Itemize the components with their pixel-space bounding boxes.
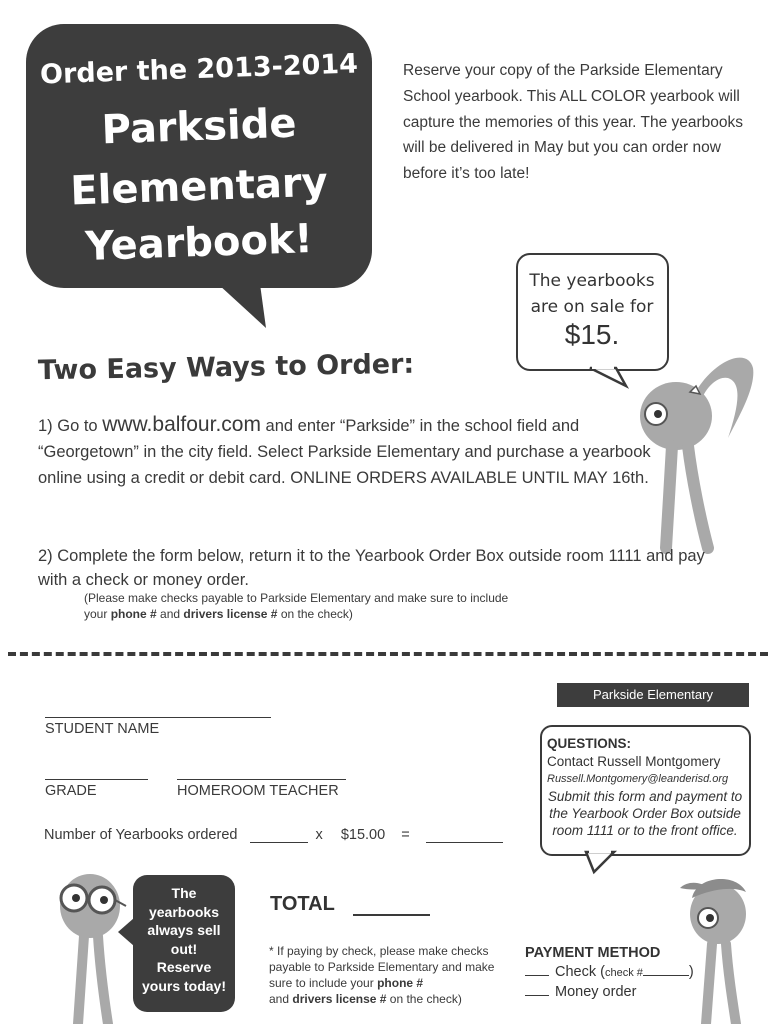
price-line-2: are on sale for: [530, 297, 654, 317]
sellout-line-4: out!: [170, 940, 198, 957]
check-checkbox[interactable]: [525, 964, 549, 976]
questions-contact: Contact Russell Montgomery: [547, 754, 721, 769]
total-label: TOTAL: [270, 893, 335, 915]
total-field[interactable]: [353, 914, 430, 916]
grade-field[interactable]: [45, 779, 148, 780]
check-note-before: * If paying by check, please make checks payable to Parkside Elementary and make sure to include your: [269, 944, 495, 990]
price-line-1: The yearbooks: [529, 271, 655, 291]
payment-method-heading: PAYMENT METHOD: [525, 945, 661, 961]
sellout-line-6: yours today!: [141, 977, 226, 994]
check-note-after: on the check): [389, 992, 462, 1006]
step-2-note-license: drivers license #: [183, 607, 278, 621]
check-number-label: check #: [604, 967, 643, 979]
step-2-note-before: (Please make checks payable to Parkside Elementary and make sure to include your: [84, 591, 509, 621]
unit-price: $15.00: [340, 827, 386, 843]
ways-to-order-heading: Two Easy Ways to Order:: [37, 348, 415, 387]
money-order-label: Money order: [555, 984, 637, 1000]
step-2-note-after: on the check): [280, 607, 353, 621]
count-field[interactable]: [250, 829, 308, 843]
school-badge: Parkside Elementary: [557, 683, 749, 707]
questions-email[interactable]: Russell.Montgomery@leanderisd.org: [547, 773, 729, 785]
check-note-phone: phone #: [377, 976, 424, 990]
intro-paragraph: Reserve your copy of the Parkside Elementary School yearbook. This ALL COLOR yearbook will capture the memories of this year. The yearbooks will be delivered in May but you can order now before it’s too late!: [403, 62, 744, 183]
money-order-checkbox[interactable]: [525, 984, 549, 996]
title-line-1: Order the 2013-2014: [39, 48, 359, 91]
count-label: Number of Yearbooks ordered: [44, 827, 238, 843]
step-2-note: [84, 590, 524, 622]
subtotal-field[interactable]: [426, 829, 503, 843]
cut-line-divider: [8, 652, 768, 656]
sellout-line-5: Reserve: [156, 959, 212, 976]
balfour-link[interactable]: www.balfour.com: [102, 413, 261, 436]
price-bubble-tail: [590, 368, 630, 388]
step-1-paragraph: [38, 412, 678, 491]
questions-note: Submit this form and payment to the Yearbook Order Box outside room 1111 or to the front office.: [547, 789, 743, 838]
title-line-2: Parkside: [100, 100, 298, 154]
title-line-4: Yearbook!: [84, 216, 314, 270]
step-2-paragraph: 2) Complete the form below, return it to the Yearbook Order Box outside room 1111 and pay with a check or money order.: [38, 547, 705, 589]
price-amount: $15.: [564, 319, 620, 350]
questions-bubble-tail: [586, 852, 626, 874]
sellout-speech-bubble: [133, 875, 235, 1012]
times-sign: x: [315, 827, 323, 843]
homeroom-teacher-field[interactable]: [177, 779, 346, 780]
sellout-line-1: The: [171, 885, 197, 901]
step-2-note-phone: phone #: [110, 607, 157, 621]
check-note-license: drivers license #: [292, 992, 387, 1006]
yearbook-count-row: [44, 827, 503, 843]
questions-title: QUESTIONS:: [547, 736, 632, 751]
cap-character-icon: [678, 868, 758, 1024]
title-bubble-tail: [218, 284, 270, 330]
step-2-note-and: and: [160, 607, 181, 621]
check-label: Check (: [555, 964, 605, 980]
title-line-3: Elementary: [69, 159, 329, 215]
check-close-paren: ): [688, 964, 694, 980]
questions-speech-bubble: [540, 725, 751, 856]
payment-check-row: [525, 964, 694, 980]
equals-sign: =: [401, 827, 410, 843]
payment-money-order-row: [525, 984, 636, 1000]
student-name-label: STUDENT NAME: [45, 721, 160, 737]
check-note: [269, 943, 509, 1007]
sellout-bubble-tail: [118, 918, 136, 948]
step-1-text: and enter “Parkside” in the school field and “Georgetown” in the city field. Select Parkside Elementary and purchase a yearbook online using a credit or debit card. ONLINE ORDERS AVAILABLE UNTIL MAY 16th.: [38, 417, 651, 487]
step-1-prefix: 1) Go to: [38, 417, 98, 435]
sellout-line-3: always sell: [147, 922, 221, 939]
sellout-line-2: yearbooks: [148, 903, 220, 920]
grade-label: GRADE: [45, 783, 97, 799]
homeroom-teacher-label: HOMEROOM TEACHER: [177, 783, 339, 799]
student-name-field[interactable]: [45, 717, 271, 718]
check-note-and: and: [269, 992, 290, 1006]
title-speech-bubble: [26, 24, 372, 288]
